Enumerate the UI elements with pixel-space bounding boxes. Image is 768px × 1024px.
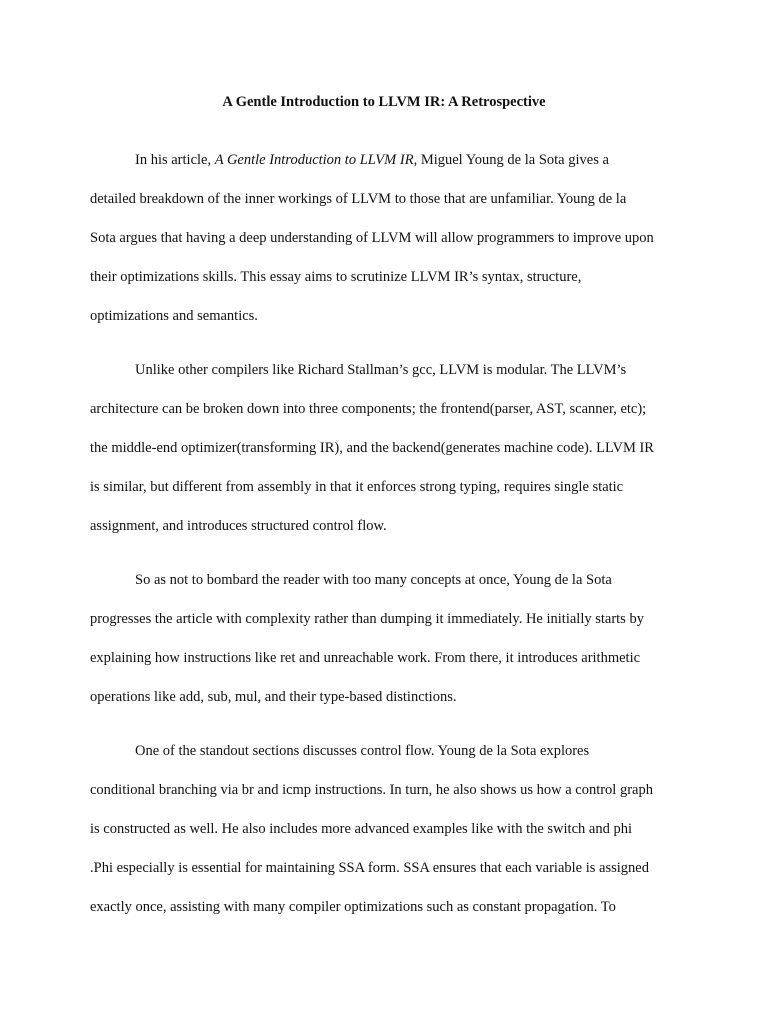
text-run: exactly once, assisting with many compiler optimizations such as constant propagation. To [90, 899, 616, 915]
paragraph-line [90, 600, 690, 639]
paragraph [90, 351, 690, 546]
paragraph-line [90, 219, 690, 258]
text-run: One of the standout sections discusses control flow. Young de la Sota explores [135, 743, 590, 759]
text-run: optimizations and semantics. [90, 308, 258, 324]
text-run: Sota argues that having a deep understanding of LLVM will allow programmers to improve upon [90, 230, 654, 246]
paragraph-line [90, 888, 690, 927]
text-run: operations like add, sub, mul, and their type-based distinctions. [90, 689, 457, 705]
text-run: assignment, and introduces structured control flow. [90, 518, 387, 534]
text-run: is similar, but different from assembly in that it enforces strong typing, requires single static [90, 479, 624, 495]
article-title-reference: A Gentle Introduction to LLVM IR [214, 152, 414, 168]
text-run: , Miguel Young de la Sota gives a [413, 152, 609, 168]
text-run: .Phi especially is essential for maintaining SSA form. SSA ensures that each variable is assigned [90, 860, 649, 876]
text-run: In his article, [135, 152, 215, 168]
paragraph-line [90, 180, 690, 219]
paragraph-line [90, 810, 690, 849]
text-run: progresses the article with complexity rather than dumping it immediately. He initially starts by [90, 611, 644, 627]
paragraph-line [90, 390, 690, 429]
text-run: their optimizations skills. This essay aims to scrutinize LLVM IR’s syntax, structure, [90, 269, 582, 285]
text-run: the middle-end optimizer(transforming IR), and the backend(generates machine code). LLVM IR [90, 440, 654, 456]
paragraph-line [90, 429, 690, 468]
paragraph-line [90, 678, 690, 717]
paragraph-line [90, 468, 690, 507]
paragraph-line [90, 297, 690, 336]
paragraph [90, 561, 690, 717]
paragraph-line [90, 732, 690, 771]
paragraph-line [90, 351, 690, 390]
text-run: conditional branching via br and icmp instructions. In turn, he also shows us how a control graph [90, 782, 653, 798]
document-body [90, 141, 690, 942]
paragraph-line [90, 561, 690, 600]
text-run: explaining how instructions like ret and unreachable work. From there, it introduces arithmetic [90, 650, 641, 666]
document-title: A Gentle Introduction to LLVM IR: A Retrospective [222, 94, 546, 110]
paragraph [90, 141, 690, 336]
text-run: architecture can be broken down into three components; the frontend(parser, AST, scanner, etc); [90, 401, 647, 417]
paragraph-line [90, 849, 690, 888]
paragraph-line [90, 771, 690, 810]
paragraph-line [90, 639, 690, 678]
text-run: is constructed as well. He also includes more advanced examples like with the switch and phi [90, 821, 632, 837]
text-run: detailed breakdown of the inner workings of LLVM to those that are unfamiliar. Young de la [90, 191, 627, 207]
paragraph-line [90, 141, 690, 180]
paragraph-line [90, 507, 690, 546]
text-run: So as not to bombard the reader with too many concepts at once, Young de la Sota [135, 572, 612, 588]
paragraph [90, 732, 690, 927]
paragraph-line [90, 258, 690, 297]
text-run: Unlike other compilers like Richard Stallman’s gcc, LLVM is modular. The LLVM’s [135, 362, 627, 378]
